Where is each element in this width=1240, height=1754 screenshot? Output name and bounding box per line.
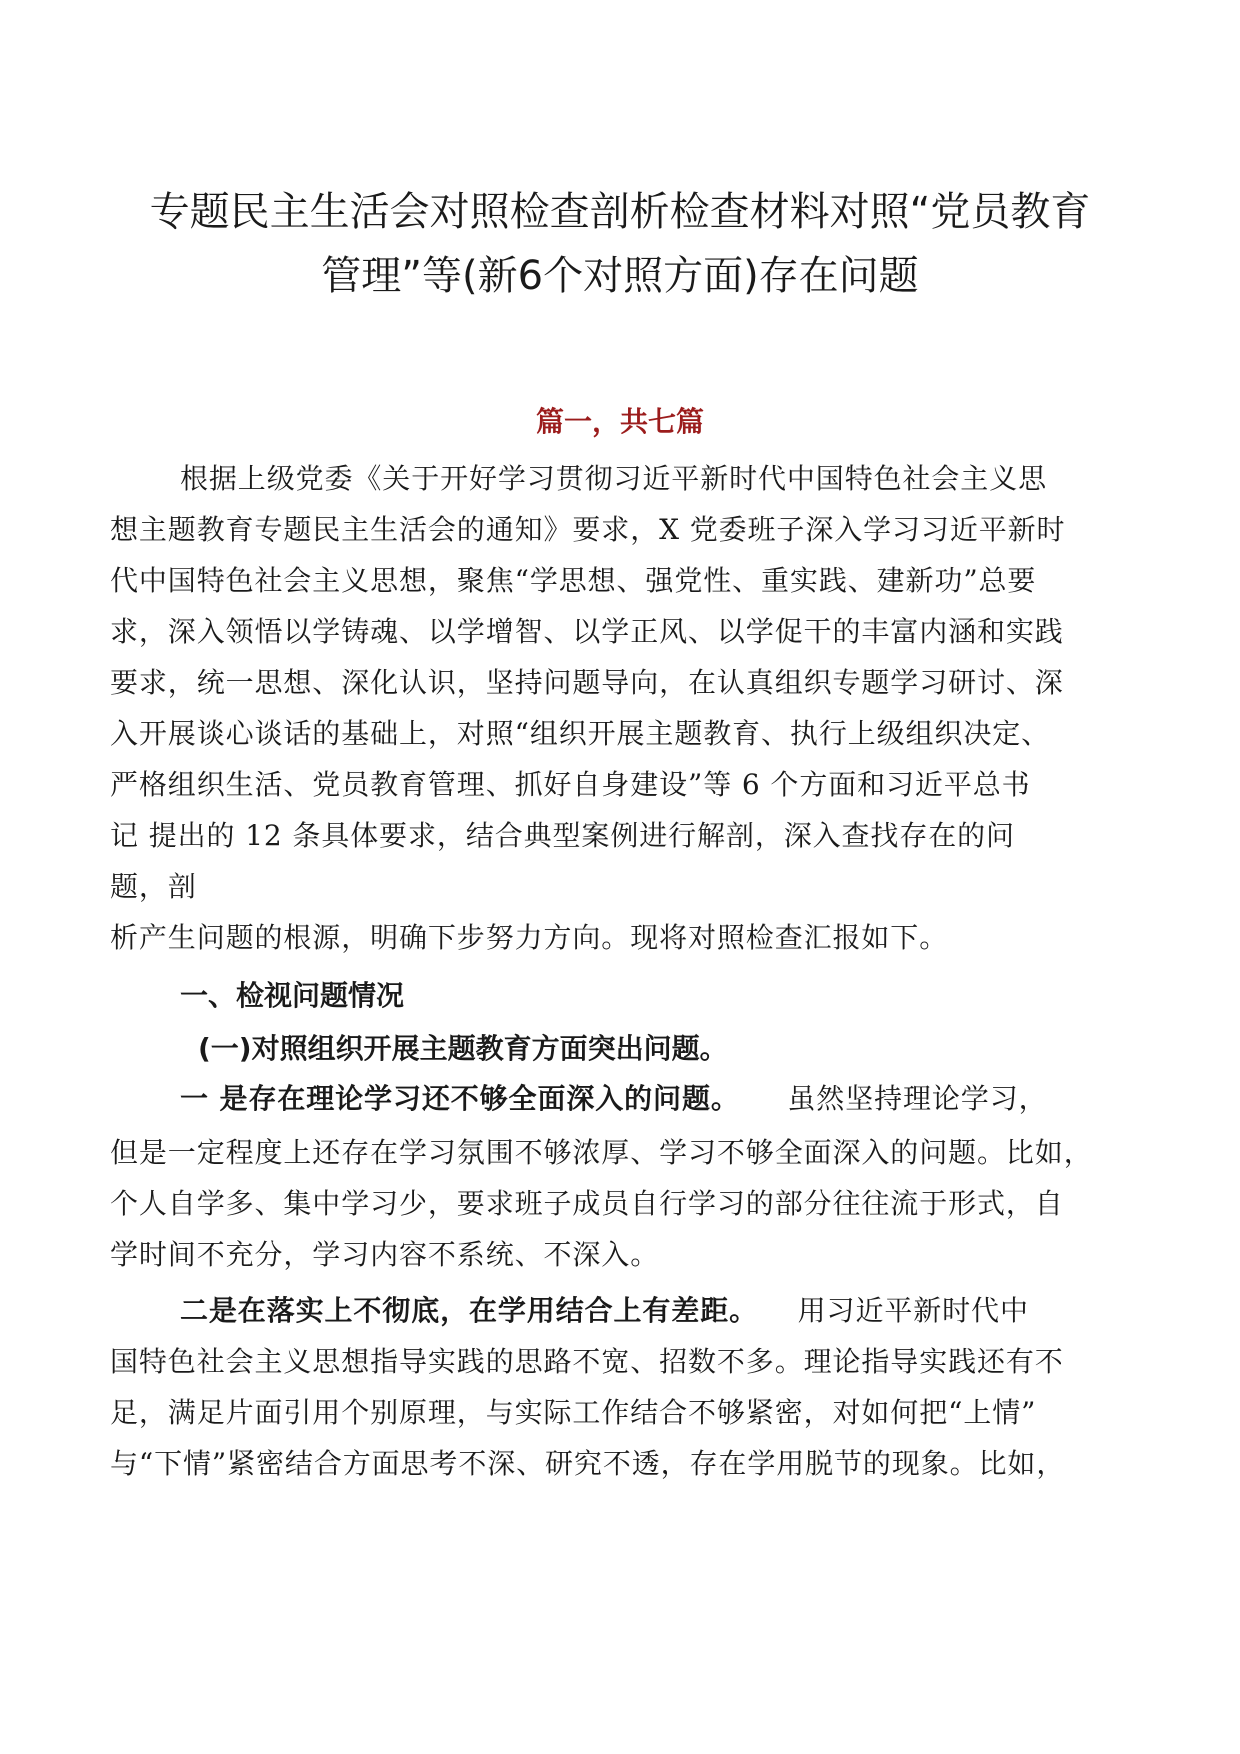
title-line-2: 管理”等(新6个对照方面)存在问题 <box>321 253 919 299</box>
point-2-text: 用习近平新时代中 <box>797 1294 1029 1327</box>
point-2-line: 与“下情”紧密结合方面思考不深、研究不透，存在学用脱节的现象。比如， <box>110 1447 1066 1480</box>
intro-line: 代中国特色社会主义思想，聚焦“学思想、强党性、重实践、建新功”总要 <box>110 564 1037 597</box>
point-2-line: 足，满足片面引用个别原理，与实际工作结合不够紧密，对如何把“上情” <box>110 1396 1037 1429</box>
point-1-line: 个人自学多、集中学习少，要求班子成员自行学习的部分往往流于形式，自 <box>110 1187 1064 1220</box>
part-subtitle: 篇一，共七篇 <box>535 405 704 438</box>
title-line-1: 专题民主生活会对照检查剖析检查材料对照“党员教育 <box>149 189 1091 235</box>
intro-line: 根据上级党委《关于开好学习贯彻习近平新时代中国特色社会主义思 <box>180 462 1048 495</box>
section-heading: 一、检视问题情况 <box>180 979 405 1012</box>
intro-line: 求，深入领悟以学铸魂、以学增智、以学正风、以学促干的丰富内涵和实践 <box>110 615 1064 648</box>
point-1-heading: 一 是存在理论学习还不够全面深入的问题。 <box>180 1082 740 1115</box>
point-1-text: 虽然坚持理论学习， <box>787 1082 1048 1115</box>
intro-line: 析产生问题的根源，明确下步努力方向。现将对照检查汇报如下。 <box>110 921 949 954</box>
intro-line: 想主题教育专题民主生活会的通知》要求，X 党委班子深入学习习近平新时 <box>110 513 1066 546</box>
subsection-heading: (一)对照组织开展主题教育方面突出问题。 <box>198 1032 728 1065</box>
intro-line: 记 提出的 12 条具体要求，结合典型案例进行解剖，深入查找存在的问 <box>110 819 1015 852</box>
document-title <box>100 180 1140 308</box>
point-1-line: 学时间不充分，学习内容不系统、不深入。 <box>110 1238 660 1271</box>
intro-line: 题，剖 <box>110 870 197 903</box>
point-1-first-line <box>180 1081 1048 1117</box>
intro-line: 要求，统一思想、深化认识，坚持问题导向，在认真组织专题学习研讨、深 <box>110 666 1064 699</box>
point-2-heading: 二是在落实上不彻底，在学用结合上有差距。 <box>180 1294 759 1327</box>
point-2-line: 国特色社会主义思想指导实践的思路不宽、招数不多。理论指导实践还有不 <box>110 1345 1064 1378</box>
point-2-first-line <box>180 1293 1029 1329</box>
intro-line: 入开展谈心谈话的基础上，对照“组织开展主题教育、执行上级组织决定、 <box>110 717 1051 750</box>
point-1-line: 但是一定程度上还存在学习氛围不够浓厚、学习不够全面深入的问题。比如， <box>110 1136 1093 1169</box>
intro-line: 严格组织生活、党员教育管理、抓好自身建设”等 6 个方面和习近平总书 <box>110 768 1031 801</box>
